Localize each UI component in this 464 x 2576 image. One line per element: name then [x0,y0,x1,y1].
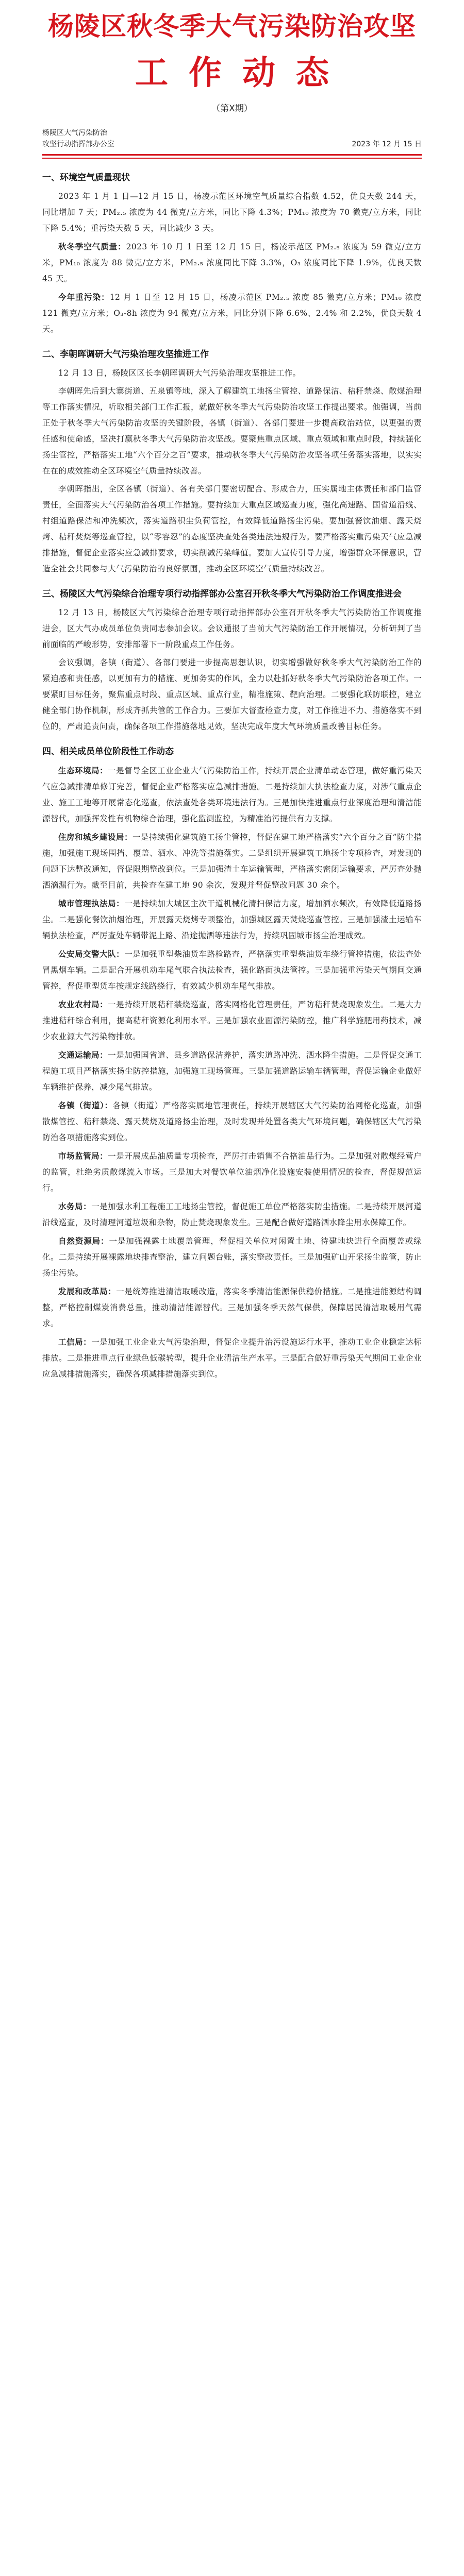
section-heading: 四、相关成员单位阶段性工作动态 [42,747,174,757]
body-paragraph [42,762,422,827]
paragraph-text: 12 月 1 日至 12 月 15 日，杨凌示范区 PM₂.₅ 浓度 85 微克/立方米；PM₁₀ 浓度 121 微克/立方米；O₃-8h 浓度为 94 微克/立方米，同比分别下降 6.6%、2.4% 和 2.2%，优良天数 4 天。 [42,293,422,334]
paragraph-lead: 市场监管局： [58,1151,108,1161]
body-paragraph [42,289,422,337]
body-paragraph [42,1283,422,1332]
body-paragraph [42,895,422,944]
paragraph-text: 李朝晖指出，全区各镇（街道）、各有关部门要密切配合、形成合力，压实属地主体责任和部门监管责任，全面落实大气污染防治各项工作措施。要持续加大重点区域巡查力度，强化高速路、国省道沿线、村组道路保洁和冲洗频次，落实道路积尘负荷管控，有效降低道路扬尘污染。要加强餐饮油烟、露天烧烤、秸秆焚烧等巡查管控，以“零容忍”的态度坚决查处各类违法违规行为。要严格落实重污染天气应急减排措施，督促企业落实应急减排要求，切实削减污染峰值。要加大宣传引导力度，增强群众环保意识，营造全社会共同参与大气污染防治的良好氛围，推动全区环境空气质量持续改善。 [42,484,422,573]
body-paragraph [42,1047,422,1095]
body-paragraph [42,1148,422,1196]
paragraph-text: 各镇（街道）严格落实属地管理责任，持续开展辖区大气污染防治网格化巡查，加强散煤管控、秸秆禁烧、露天焚烧及道路扬尘治理，及时发现并处置各类大气环境问题，确保辖区大气污染防治各项措施落实到位。 [42,1101,422,1142]
body-paragraph [42,996,422,1045]
section-heading: 一、环境空气质量现状 [42,173,130,183]
paragraph-text: 李朝晖先后到大寨街道、五泉镇等地，深入了解建筑工地扬尘管控、道路保洁、秸秆禁烧、散煤治理等工作落实情况，听取相关部门工作汇报，就做好秋冬季大气污染防治攻坚工作提出要求。他强调，当前正处于秋冬季大气污染防治攻坚的关键阶段，各镇（街道）、各部门要进一步提高政治站位，以更强的责任感和使命感，坚决打赢秋冬季大气污染防治攻坚战。要聚焦重点区域、重点领域和重点时段，持续强化扬尘管控，严格落实工地“六个百分之百”要求，推动秋冬季大气污染防治攻坚各项任务落实落地，以实实在在的成效推动全区环境空气质量持续改善。 [42,386,422,476]
body-paragraph [42,946,422,994]
issuer-org [42,127,114,150]
issue-date: 2023 年 12 月 15 日 [352,140,422,148]
body-paragraph [42,481,422,577]
paragraph-text: 2023 年 10 月 1 日至 12 月 15 日，杨凌示范区 PM₂.₅ 浓度为 59 微克/立方米，PM₁₀ 浓度为 88 微克/立方米，PM₂.₅ 浓度同比下降 3.3%，O₃ 浓度同比下降 1.9%，优良天数 45 天。 [42,242,422,283]
paragraph-text: 一是持续强化建筑施工扬尘管控，督促在建工地严格落实“六个百分之百”防尘措施，加强施工现场围挡、覆盖、洒水、冲洗等措施落实。二是组织开展建筑工地扬尘专项检查，对发现的问题下达整改通知，督促限期整改到位。三是加强渣土车运输管理，严格落实密闭运输要求，严厉查处抛洒滴漏行为。截至目前，共检查在建工地 90 余次，发现并督促整改问题 30 余个。 [42,833,422,890]
issuer-org-line2: 攻坚行动指挥部办公室 [42,140,114,148]
paragraph-lead: 城市管理执法局： [58,899,125,908]
paragraph-lead: 水务局： [58,1201,92,1211]
paragraph-lead: 自然资源局： [58,1236,109,1246]
body-paragraph [42,189,422,236]
paragraph-text: 一是加强国省道、县乡道路保洁养护，落实道路冲洗、洒水降尘措施。二是督促交通工程施工项目严格落实扬尘防控措施，加强施工现场管理。三是加强道路运输车辆管理，督促运输企业做好车辆维护保养，减少尾气排放。 [42,1050,422,1092]
masthead [42,0,422,114]
red-divider [42,154,422,156]
paragraph-text: 一是加强工业企业大气污染治理，督促企业提升治污设施运行水平，推动工业企业稳定达标排放。二是推进重点行业绿色低碳转型，提升企业清洁生产水平。三是配合做好重污染天气期间工业企业应急减排措施落实，确保各项减排措施落实到位。 [42,1337,422,1379]
body-paragraph [42,1233,422,1281]
paragraph-text: 一是持续开展秸秆禁烧巡查，落实网格化管理责任，严防秸秆焚烧现象发生。二是大力推进秸秆综合利用，提高秸秆资源化利用水平。三是加强农业面源污染防控，推广科学施肥用药技术，减少农业源大气污染物排放。 [42,1000,422,1041]
paragraph-lead: 公安局交警大队： [58,949,125,959]
body-paragraph [42,1097,422,1146]
body-paragraph [42,655,422,735]
paragraph-text: 12 月 13 日，杨陵区区长李朝晖调研大气污染治理攻坚推进工作。 [58,368,301,378]
paragraph-text: 会议强调，各镇（街道）、各部门要进一步提高思想认识，切实增强做好秋冬季大气污染防治工作的紧迫感和责任感，以更加有力的措施、更加务实的作风，全力以赴抓好秋冬季大气污染防治各项工作。一要紧盯目标任务，聚焦重点时段、重点区域、重点行业，精准施策、靶向治理。二要强化联防联控，建立健全部门协作机制，形成齐抓共管的工作合力。三要加大督查检查力度，对工作推进不力、措施落实不到位的，严肃追责问责，确保各项工作措施落地见效，坚决完成年度大气环境质量改善目标任务。 [42,658,422,731]
masthead-title: 杨陵区秋冬季大气污染防治攻坚 [48,11,416,41]
paragraph-lead: 各镇（街道）： [58,1100,113,1110]
issuer-org-line1: 杨陵区大气污染防治 [42,129,107,137]
body-paragraph [42,605,422,653]
section-heading: 三、杨陵区大气污染综合治理专项行动指挥部办公室召开秋冬季大气污染防治工作调度推进会 [42,589,402,599]
paragraph-lead: 住房和城乡建设局： [58,832,133,842]
paragraph-lead: 交通运输局： [58,1050,108,1060]
paragraph-text: 一是加强水利工程施工工地扬尘管控，督促施工单位严格落实防尘措施。二是持续开展河道沿线巡查，及时清理河道垃圾和杂物，防止焚烧现象发生。三是配合做好道路洒水降尘用水保障工作。 [42,1202,422,1227]
paragraph-lead: 农业农村局： [58,999,108,1009]
paragraph-lead: 今年重污染： [58,292,110,302]
paragraph-text: 一是统筹推进清洁取暖改造，落实冬季清洁能源保供稳价措施。二是推进能源结构调整，严格控制煤炭消费总量，推动清洁能源替代。三是加强冬季天然气保供，保障居民清洁取暖用气需求。 [42,1287,422,1328]
body-paragraph [42,829,422,893]
paragraph-text: 一是加强重型柴油货车路检路查，严格落实重型柴油货车绕行管控措施，依法查处冒黑烟车辆。二是配合开展机动车尾气联合执法检查，强化路面执法管控。三是加强重污染天气期间交通管控，督促重型货车按规定线路绕行，有效减少机动车尾气排放。 [42,950,422,991]
paragraph-text: 一是持续加大城区主次干道机械化清扫保洁力度，增加洒水频次，有效降低道路扬尘。二是强化餐饮油烟治理，开展露天烧烤专项整治，加强城区露天焚烧巡查管控。三是加强渣土运输车辆执法检查，严厉查处车辆带泥上路、沿途抛洒等违法行为，持续巩固城市扬尘治理成效。 [42,899,422,940]
body-paragraph [42,1198,422,1231]
paragraph-text: 一是开展成品油质量专项检查，严厉打击销售不合格油品行为。二是加强对散煤经营户的监管，杜绝劣质散煤流入市场。三是加大对餐饮单位油烟净化设施安装使用情况的检查，督促规范运行。 [42,1151,422,1193]
masthead-subtitle: 工作动态 [135,54,350,92]
section-heading: 二、李朝晖调研大气污染治理攻坚推进工作 [42,349,209,360]
paragraph-text: 一是督导全区工业企业大气污染防治工作，持续开展企业清单动态管理，做好重污染天气应急减排清单修订完善，督促企业严格落实应急减排措施。二是持续加大执法检查力度，对涉气重点企业、施工工地等开展常态化巡查，依法查处各类环境违法行为。三是加快推进重点行业深度治理和清洁能源替代，加强挥发性有机物综合治理，强化监测监控，为精准治污提供有力支撑。 [42,766,422,823]
paragraph-text: 12 月 13 日，杨陵区大气污染综合治理专项行动指挥部办公室召开秋冬季大气污染防治工作调度推进会，区大气办成员单位负责同志参加会议。会议通报了当前大气污染防治工作开展情况，分析研判了当前面临的严峻形势，安排部署下一阶段重点工作任务。 [42,608,422,649]
paragraph-text: 一是加强裸露土地覆盖管理，督促相关单位对闲置土地、待建地块进行全面覆盖或绿化。二是持续开展裸露地块排查整治，建立问题台账，落实整改责任。三是加强矿山开采扬尘监管，防止扬尘污染。 [42,1236,422,1278]
issuer-line [42,127,422,150]
paragraph-lead: 工信局： [58,1337,92,1347]
issue-number: （第X期） [211,104,253,114]
paragraph-lead: 发展和改革局： [58,1286,117,1296]
paragraph-lead: 生态环境局： [58,766,108,775]
paragraph-text: 2023 年 1 月 1 日—12 月 15 日，杨凌示范区环境空气质量综合指数 4.52，优良天数 244 天，同比增加 7 天；PM₂.₅ 浓度为 44 微克/立方米，同比下降 4.3%；PM₁₀ 浓度为 70 微克/立方米，同比下降 5.4%；重污染天数 5 天，同比减少 3 天。 [42,192,422,233]
body-paragraph [42,383,422,479]
body-paragraph [42,365,422,381]
body-paragraph [42,1334,422,1382]
paragraph-lead: 秋冬季空气质量： [58,242,126,251]
body-paragraph [42,239,422,287]
document-body [42,170,422,1382]
red-divider-thin [42,158,422,159]
